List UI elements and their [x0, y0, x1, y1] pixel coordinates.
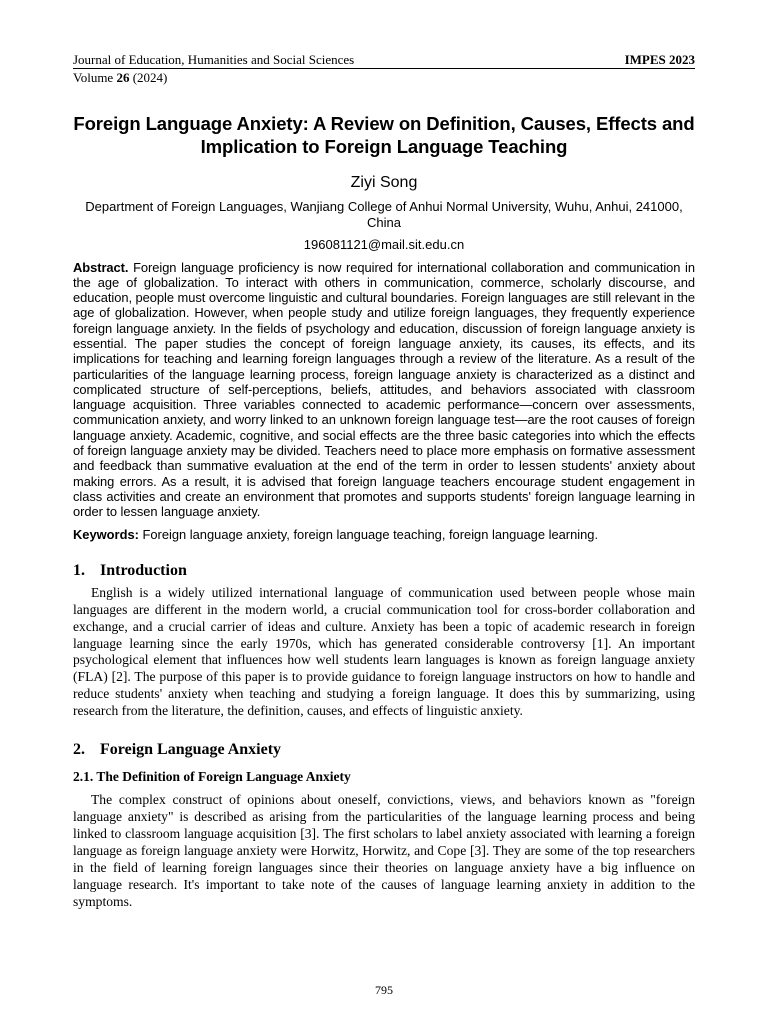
header-rule: [73, 68, 695, 69]
definition-paragraph: The complex construct of opinions about oneself, convictions, views, and behaviors known as "foreign language anxiety" is described as arising from the particularities of the language learning process and being linked to classroom language acquisition [3]. The first scholars to label anxiety associated with learning a foreign language as foreign language anxiety were Horwitz, Horwitz, and Cope [3]. They are some of the top researchers in the field of learning foreign languages since their theories on language anxiety have a big influence on language research. It's important to take note of the causes of language learning anxiety in addition to the symptoms.: [73, 792, 695, 909]
paper-page: [73, 52, 695, 910]
intro-paragraph: English is a widely utilized international language of communication used between people whose main languages are different in the modern world, a crucial communication tool for cross-border collaboration and exchange, and a crucial carrier of ideas and culture. Anxiety has been a topic of academic research in foreign language learning since the early 1970s, which has generated considerable controversy [1]. An important psychological element that influences how well students learn languages is known as foreign language anxiety (FLA) [2]. The purpose of this paper is to provide guidance to foreign language instructors on how to handle and reduce students' anxiety when teaching and studying a foreign language. It does this by summarizing, using research from the literature, the definition, causes, and effects of linguistic anxiety.: [73, 584, 695, 719]
abstract-label: Abstract.: [73, 259, 129, 275]
journal-name: Journal of Education, Humanities and Social Sciences: [73, 52, 355, 67]
section-heading-introduction: [73, 561, 695, 580]
abstract-text: Foreign language proficiency is now required for international collaboration and communication in the age of globalization. To interact with others in communication, commerce, scholarly discourse, and education, people must overcome linguistic and cultural boundaries. Foreign languages are still relevant in the age of globalization. However, when people study and utilize foreign languages, they frequently experience foreign language anxiety. In the fields of psychology and education, discussion of foreign language anxiety is essential. The paper studies the concept of foreign language anxiety, its causes, its effects, and its implications for teaching and learning foreign languages through a review of the literature. As a result of the particularities of the language learning process, foreign language anxiety is characterized as a distinct and complicated structure of self-perceptions, beliefs, attitudes, and behaviors associated with classroom language acquisition. Three variables connected to academic performance—concern over assessments, communication anxiety, and worry linked to an unknown foreign language test—are the root causes of foreign language anxiety. Academic, cognitive, and social effects are the three basic categories into which the effects of foreign language anxiety may be divided. Teachers need to place more emphasis on formative assessment and feedback than summative evaluation at the end of the term in order to lessen students' anxiety about making errors. As a result, it is advised that foreign language teachers encourage student engagement in class activities and create an environment that promotes and supports students' foreign language learning in order to lessen language anxiety.: [73, 259, 695, 520]
volume-prefix: Volume: [73, 70, 117, 85]
author-affiliation: Department of Foreign Languages, Wanjiang College of Anhui Normal University, Wuhu, Anhui, 241000, China: [85, 199, 683, 230]
keywords-label: Keywords:: [73, 526, 139, 542]
section-title: Introduction: [100, 561, 187, 579]
volume-number: 26: [116, 70, 130, 85]
keywords: [73, 527, 695, 542]
page-number: 795: [375, 983, 393, 997]
section-heading-fla: [73, 740, 695, 759]
keywords-text: Foreign language anxiety, foreign language teaching, foreign language learning.: [138, 526, 599, 542]
section-title: Foreign Language Anxiety: [100, 741, 282, 759]
section-number: 1.: [73, 561, 85, 579]
paper-title: Foreign Language Anxiety: A Review on Definition, Causes, Effects and Implication to Foreign Language Teaching: [73, 113, 695, 157]
author-email: 196081121@mail.sit.edu.cn: [303, 237, 465, 252]
section-number: 2.: [73, 741, 85, 759]
volume-year: (2024): [129, 70, 168, 85]
abstract: [73, 260, 695, 520]
conference-name: IMPES 2023: [624, 52, 695, 67]
subsection-heading-definition: 2.1. The Definition of Foreign Language Anxiety: [73, 769, 351, 785]
author-name: Ziyi Song: [350, 174, 418, 191]
running-header: [73, 52, 695, 67]
volume-line: [73, 70, 695, 85]
